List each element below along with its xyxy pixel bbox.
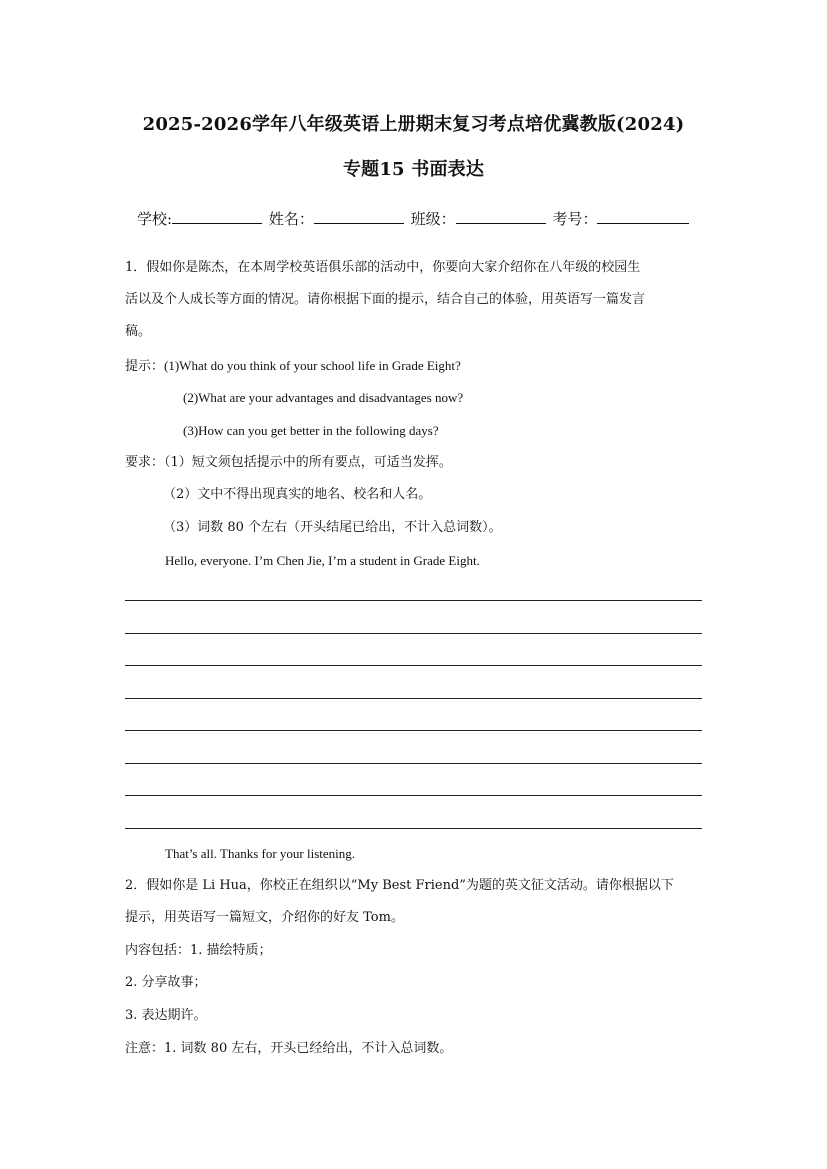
name-label: 姓名：: [268, 210, 314, 228]
hint-label: 提示：: [125, 359, 165, 374]
q2-note-row: [125, 1040, 452, 1058]
requirement-label: 要求：: [125, 455, 165, 470]
content-item-1: 1. 描绘特质；: [190, 943, 272, 958]
essay-opening: Hello, everyone. I’m Chen Jie, I’m a student in Grade Eight.: [165, 553, 480, 568]
page-title: 2025-2026学年八年级英语上册期末复习考点培优冀教版(2024): [142, 114, 685, 135]
content-item-2: 2. 分享故事；: [125, 975, 207, 990]
q2-content-row: [125, 942, 272, 960]
answer-line[interactable]: [125, 698, 702, 699]
essay-closing: That’s all. Thanks for your listening.: [165, 846, 356, 861]
q1-prompt-line-3: 稿。: [125, 324, 152, 339]
school-label: 学校:: [137, 210, 173, 228]
hint-3: (3)How can you get better in the following days?: [183, 423, 439, 438]
answer-line[interactable]: [125, 763, 702, 764]
hint-1: (1)What do you think of your school life in Grade Eight?: [164, 358, 461, 373]
note-1: 1. 词数 80 左右，开头已经给出，不计入总词数。: [164, 1041, 453, 1056]
q1-prompt-line-2: 活以及个人成长等方面的情况。请你根据下面的提示，结合自己的体验，用英语写一篇发言: [125, 292, 646, 307]
name-blank[interactable]: [314, 209, 404, 224]
answer-line[interactable]: [125, 600, 702, 601]
school-blank[interactable]: [172, 209, 262, 224]
class-label: 班级：: [410, 210, 456, 228]
answer-line[interactable]: [125, 730, 702, 731]
answer-line[interactable]: [125, 633, 702, 634]
answer-line[interactable]: [125, 795, 702, 796]
exam-number-blank[interactable]: [597, 209, 689, 224]
exam-number-label: 考号：: [552, 210, 598, 228]
class-blank[interactable]: [456, 209, 546, 224]
q2-prompt-line-1: 2．假如你是 Li Hua，你校正在组织以“My Best Friend”为题的英文征文活动。请你根据以下: [125, 878, 674, 893]
page-subtitle: 专题15 书面表达: [342, 159, 485, 180]
q2-prompt-line-2: 提示，用英语写一篇短文，介绍你的好友 Tom。: [125, 910, 404, 925]
q1-prompt-line-1: 1．假如你是陈杰，在本周学校英语俱乐部的活动中，你要向大家介绍你在八年级的校园生: [125, 260, 641, 275]
content-item-3: 3. 表达期许。: [125, 1008, 207, 1023]
q1-requirement-row: [125, 454, 452, 472]
requirement-3: （3）词数 80 个左右（开头结尾已给出，不计入总词数）。: [163, 520, 502, 535]
q1-hint-row: [125, 357, 461, 376]
note-label: 注意：: [125, 1041, 165, 1056]
content-label: 内容包括：: [125, 943, 191, 958]
student-info-row: [137, 208, 691, 229]
requirement-2: （2）文中不得出现真实的地名、校名和人名。: [163, 487, 432, 502]
hint-2: (2)What are your advantages and disadvantages now?: [183, 390, 464, 405]
answer-line[interactable]: [125, 828, 702, 829]
answer-line[interactable]: [125, 665, 702, 666]
requirement-1: （1）短文须包括提示中的所有要点，可适当发挥。: [164, 455, 452, 470]
